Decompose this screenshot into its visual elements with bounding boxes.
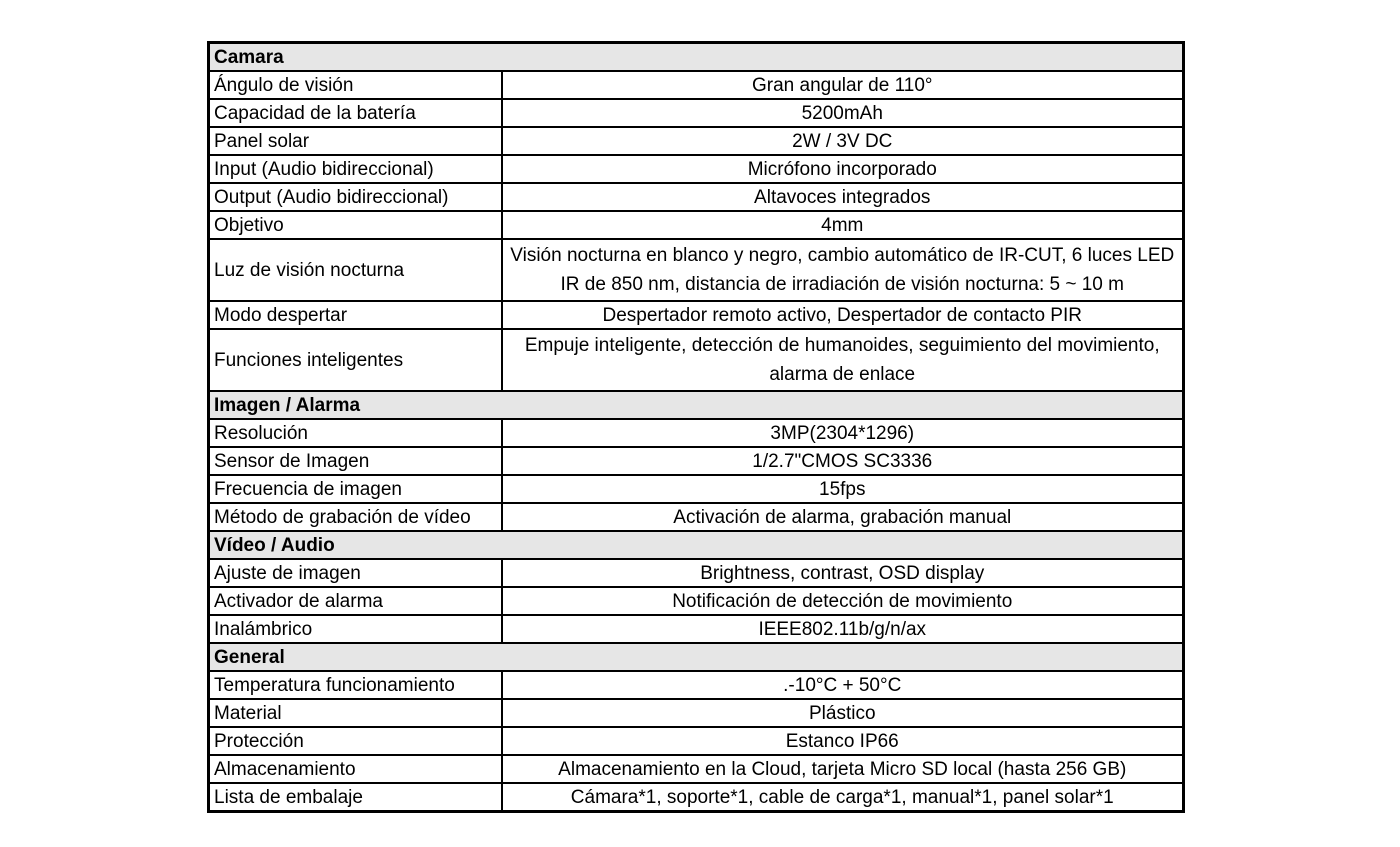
section-header-general (209, 643, 1184, 671)
spec-value: 1/2.7"CMOS SC3336 (502, 447, 1184, 475)
spec-label: Sensor de Imagen (209, 447, 502, 475)
section-title: Imagen / Alarma (209, 391, 1184, 419)
table-row (209, 559, 1184, 587)
spec-value: 4mm (502, 211, 1184, 239)
table-row (209, 239, 1184, 301)
table-row (209, 671, 1184, 699)
table-row (209, 301, 1184, 329)
section-title: Vídeo / Audio (209, 531, 1184, 559)
spec-value: Empuje inteligente, detección de humanoides, seguimiento del movimiento, alarma de enlace (502, 329, 1184, 391)
table-row (209, 615, 1184, 643)
spec-label: Activador de alarma (209, 587, 502, 615)
spec-value: 5200mAh (502, 99, 1184, 127)
table-row (209, 211, 1184, 239)
spec-label: Material (209, 699, 502, 727)
spec-value: Notificación de detección de movimiento (502, 587, 1184, 615)
spec-value: Despertador remoto activo, Despertador de contacto PIR (502, 301, 1184, 329)
spec-label: Método de grabación de vídeo (209, 503, 502, 531)
spec-label: Panel solar (209, 127, 502, 155)
spec-label: Almacenamiento (209, 755, 502, 783)
table-row (209, 329, 1184, 391)
spec-table (207, 41, 1185, 813)
spec-label: Luz de visión nocturna (209, 239, 502, 301)
spec-value: Cámara*1, soporte*1, cable de carga*1, manual*1, panel solar*1 (502, 783, 1184, 812)
spec-label: Resolución (209, 419, 502, 447)
spec-label: Ajuste de imagen (209, 559, 502, 587)
section-header-imagen-alarma (209, 391, 1184, 419)
table-row (209, 183, 1184, 211)
spec-label: Lista de embalaje (209, 783, 502, 812)
spec-value: Estanco IP66 (502, 727, 1184, 755)
spec-label: Funciones inteligentes (209, 329, 502, 391)
table-row (209, 447, 1184, 475)
spec-label: Ángulo de visión (209, 71, 502, 99)
spec-label: Input (Audio bidireccional) (209, 155, 502, 183)
spec-value: Almacenamiento en la Cloud, tarjeta Micro SD local (hasta 256 GB) (502, 755, 1184, 783)
table-row (209, 155, 1184, 183)
table-row (209, 419, 1184, 447)
table-row (209, 503, 1184, 531)
section-header-camara (209, 43, 1184, 72)
table-row (209, 127, 1184, 155)
spec-value: Plástico (502, 699, 1184, 727)
spec-label: Inalámbrico (209, 615, 502, 643)
spec-value: IEEE802.11b/g/n/ax (502, 615, 1184, 643)
table-row (209, 727, 1184, 755)
table-row (209, 783, 1184, 812)
spec-value: Micrófono incorporado (502, 155, 1184, 183)
spec-label: Frecuencia de imagen (209, 475, 502, 503)
spec-label: Modo despertar (209, 301, 502, 329)
section-title: General (209, 643, 1184, 671)
spec-value: .-10°C + 50°C (502, 671, 1184, 699)
spec-label: Capacidad de la batería (209, 99, 502, 127)
table-row (209, 587, 1184, 615)
table-row (209, 699, 1184, 727)
spec-value: 15fps (502, 475, 1184, 503)
spec-value: Activación de alarma, grabación manual (502, 503, 1184, 531)
spec-value: Altavoces integrados (502, 183, 1184, 211)
table-row (209, 755, 1184, 783)
spec-label: Output (Audio bidireccional) (209, 183, 502, 211)
spec-value: 3MP(2304*1296) (502, 419, 1184, 447)
spec-label: Protección (209, 727, 502, 755)
section-title: Camara (209, 43, 1184, 72)
section-header-video-audio (209, 531, 1184, 559)
table-row (209, 475, 1184, 503)
spec-label: Objetivo (209, 211, 502, 239)
spec-value: Gran angular de 110° (502, 71, 1184, 99)
spec-value: Visión nocturna en blanco y negro, cambio automático de IR-CUT, 6 luces LED IR de 850 nm, distancia de irradiación de visión nocturna: 5 ~ 10 m (502, 239, 1184, 301)
spec-label: Temperatura funcionamiento (209, 671, 502, 699)
spec-value: 2W / 3V DC (502, 127, 1184, 155)
table-row (209, 71, 1184, 99)
table-row (209, 99, 1184, 127)
spec-value: Brightness, contrast, OSD display (502, 559, 1184, 587)
